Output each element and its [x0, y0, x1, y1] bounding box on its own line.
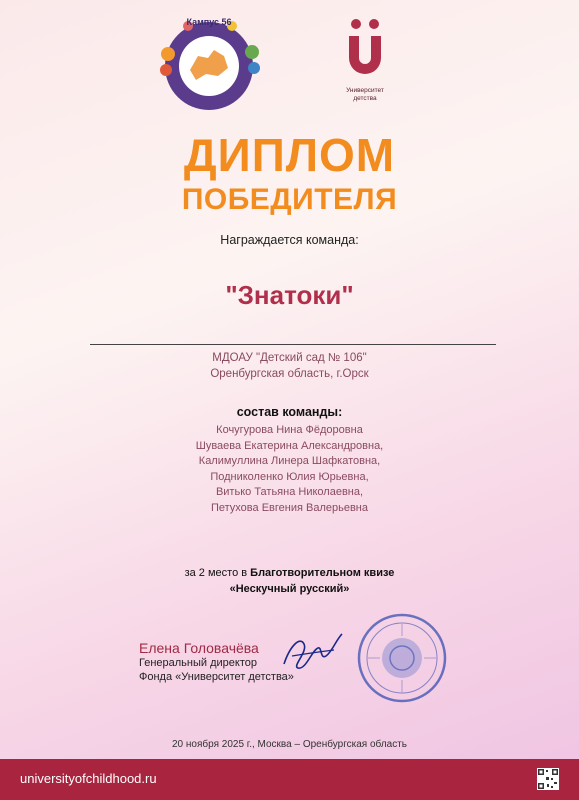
diploma-subtitle: ПОБЕДИТЕЛЯ — [181, 183, 398, 216]
team-members-list — [0, 423, 579, 516]
team-member: Подниколенко Юлия Юрьевна, — [210, 470, 369, 483]
team-composition-title: состав команды: — [236, 405, 343, 419]
university-caption-line1: Университет — [346, 87, 384, 94]
organization-name: МДОАУ "Детский сад № 106" — [212, 352, 367, 364]
university-u-icon — [345, 18, 385, 80]
organization — [0, 350, 579, 382]
team-member: Шуваева Екатерина Александровна, — [195, 439, 384, 452]
date-location: 20 ноября 2025 г., Москва – Оренбургская область — [172, 739, 407, 750]
qr-code-icon — [537, 768, 559, 790]
official-seal — [356, 612, 448, 704]
university-caption-line2: детства — [353, 95, 377, 102]
handwritten-signature — [278, 626, 348, 676]
award-reason — [0, 565, 579, 597]
team-member: Кочугурова Нина Фёдоровна — [216, 424, 363, 436]
signer-block — [139, 640, 294, 684]
university-logo-caption — [330, 87, 400, 103]
team-member: Калимуллина Линера Шафкатовна, — [198, 455, 381, 467]
event-name: Благотворительном квизе — [250, 567, 395, 579]
diploma-title: ДИПЛОМ — [183, 129, 396, 181]
footer-bar — [0, 759, 579, 800]
signer-role: Генеральный директор — [139, 657, 257, 669]
signer-name: Елена Головачёва — [139, 640, 259, 656]
team-name: "Знатоки" — [225, 280, 354, 310]
team-member: Витько Татьяна Николаевна, — [215, 486, 364, 498]
team-member: Петухова Евгения Валерьевна — [210, 501, 368, 514]
campus-56-logo — [148, 12, 270, 114]
svg-text:Кампус 56: Кампус 56 — [186, 17, 232, 27]
awarded-text: Награждается команда: — [220, 233, 359, 247]
signer-organization: Фонда «Университет детства» — [139, 671, 294, 683]
divider — [90, 344, 496, 345]
place-prefix: за 2 место в — [184, 567, 251, 579]
university-of-childhood-logo — [330, 18, 400, 103]
website-link[interactable]: universityofchildhood.ru — [20, 771, 157, 786]
organization-location: Оренбургская область, г.Орск — [210, 368, 369, 380]
quiz-name: «Нескучный русский» — [229, 583, 350, 595]
